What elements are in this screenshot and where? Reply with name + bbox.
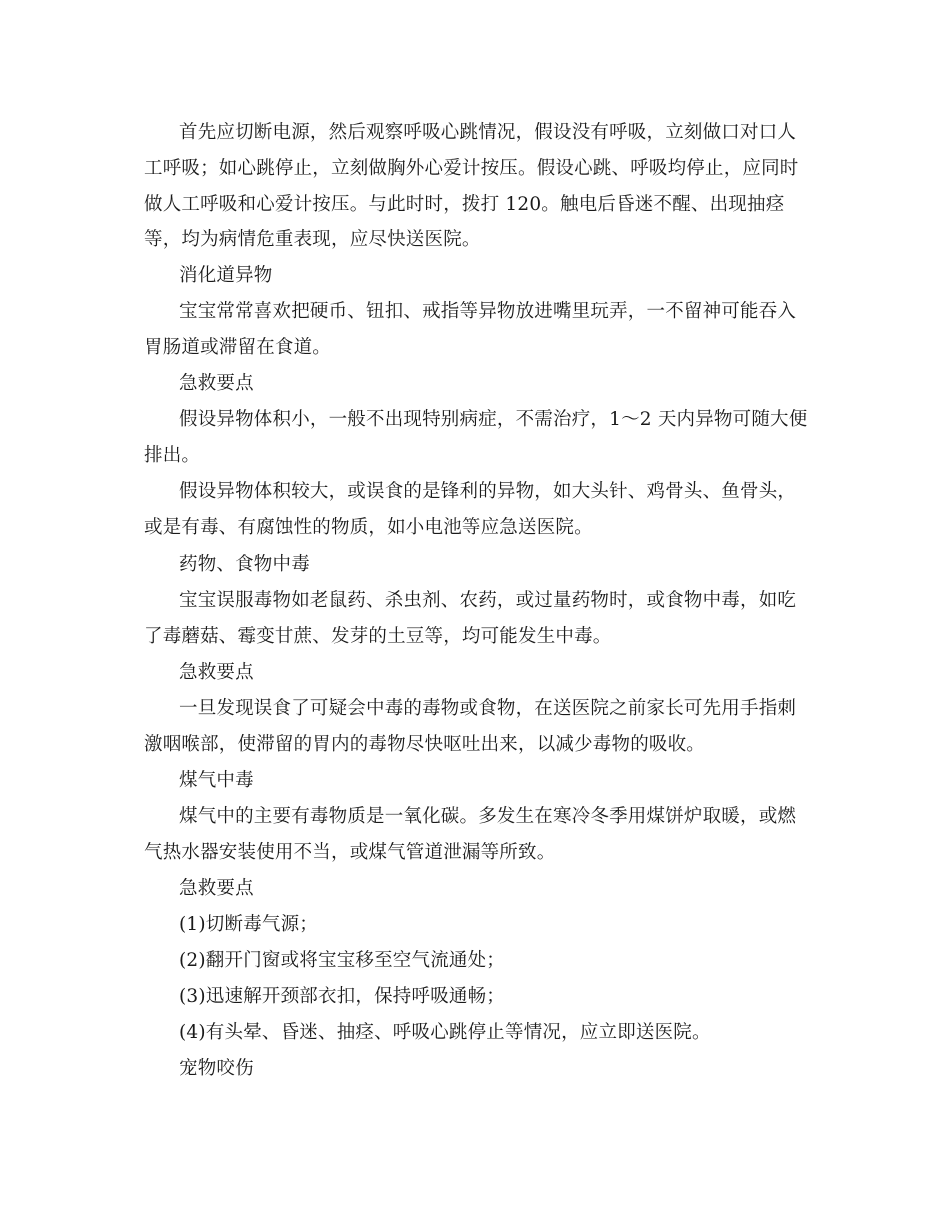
section-heading: 急救要点 bbox=[179, 662, 254, 683]
section-heading: 药物、食物中毒 bbox=[179, 554, 310, 575]
paragraph-line: 煤气中的主要有毒物质是一氧化碳。多发生在寒冷冬季用煤饼炉取暖，或燃 bbox=[179, 806, 797, 827]
section-heading: 急救要点 bbox=[179, 878, 254, 899]
paragraph-line: 做人工呼吸和心爱计按压。与此时时，拨打 120。触电后昏迷不醒、出现抽痉 bbox=[144, 194, 785, 215]
list-item: (3)迅速解开颈部衣扣，保持呼吸通畅； bbox=[179, 986, 506, 1007]
paragraph-line: 假设异物体积较大，或误食的是锋利的异物，如大头针、鸡骨头、鱼骨头， bbox=[179, 481, 797, 502]
paragraph-line: 假设异物体积小，一般不出现特别病症，不需治疗，1～2 天内异物可随大便 bbox=[179, 409, 808, 430]
paragraph-line: 了毒蘑菇、霉变甘蔗、发芽的土豆等，均可能发生中毒。 bbox=[144, 626, 612, 647]
section-heading: 宠物咬伤 bbox=[179, 1058, 254, 1079]
list-item: (2)翻开门窗或将宝宝移至空气流通处； bbox=[179, 950, 506, 971]
paragraph-line: 或是有毒、有腐蚀性的物质，如小电池等应急送医院。 bbox=[144, 517, 593, 538]
list-item: (4)有头晕、昏迷、抽痉、呼吸心跳停止等情况，应立即送医院。 bbox=[179, 1022, 711, 1043]
paragraph-line: 宝宝误服毒物如老鼠药、杀虫剂、农药，或过量药物时，或食物中毒，如吃 bbox=[179, 590, 797, 611]
paragraph-line: 激咽喉部，使滞留的胃内的毒物尽快呕吐出来，以减少毒物的吸收。 bbox=[144, 734, 706, 755]
list-item: (1)切断毒气源； bbox=[179, 914, 319, 935]
paragraph-line: 首先应切断电源，然后观察呼吸心跳情况，假设没有呼吸，立刻做口对口人 bbox=[179, 122, 797, 143]
paragraph-line: 排出。 bbox=[144, 445, 201, 466]
paragraph-line: 工呼吸；如心跳停止，立刻做胸外心爱计按压。假设心跳、呼吸均停止，应同时 bbox=[144, 158, 799, 179]
paragraph-line: 胃肠道或滞留在食道。 bbox=[144, 337, 332, 358]
paragraph-line: 宝宝常常喜欢把硬币、钮扣、戒指等异物放进嘴里玩弄，一不留神可能吞入 bbox=[179, 301, 797, 322]
paragraph-line: 气热水器安装使用不当，或煤气管道泄漏等所致。 bbox=[144, 842, 556, 863]
section-heading: 消化道异物 bbox=[179, 265, 273, 286]
section-heading: 煤气中毒 bbox=[179, 770, 254, 791]
paragraph-line: 一旦发现误食了可疑会中毒的毒物或食物，在送医院之前家长可先用手指刺 bbox=[179, 698, 797, 719]
section-heading: 急救要点 bbox=[179, 373, 254, 394]
paragraph-line: 等，均为病情危重表现，应尽快送医院。 bbox=[144, 229, 481, 250]
